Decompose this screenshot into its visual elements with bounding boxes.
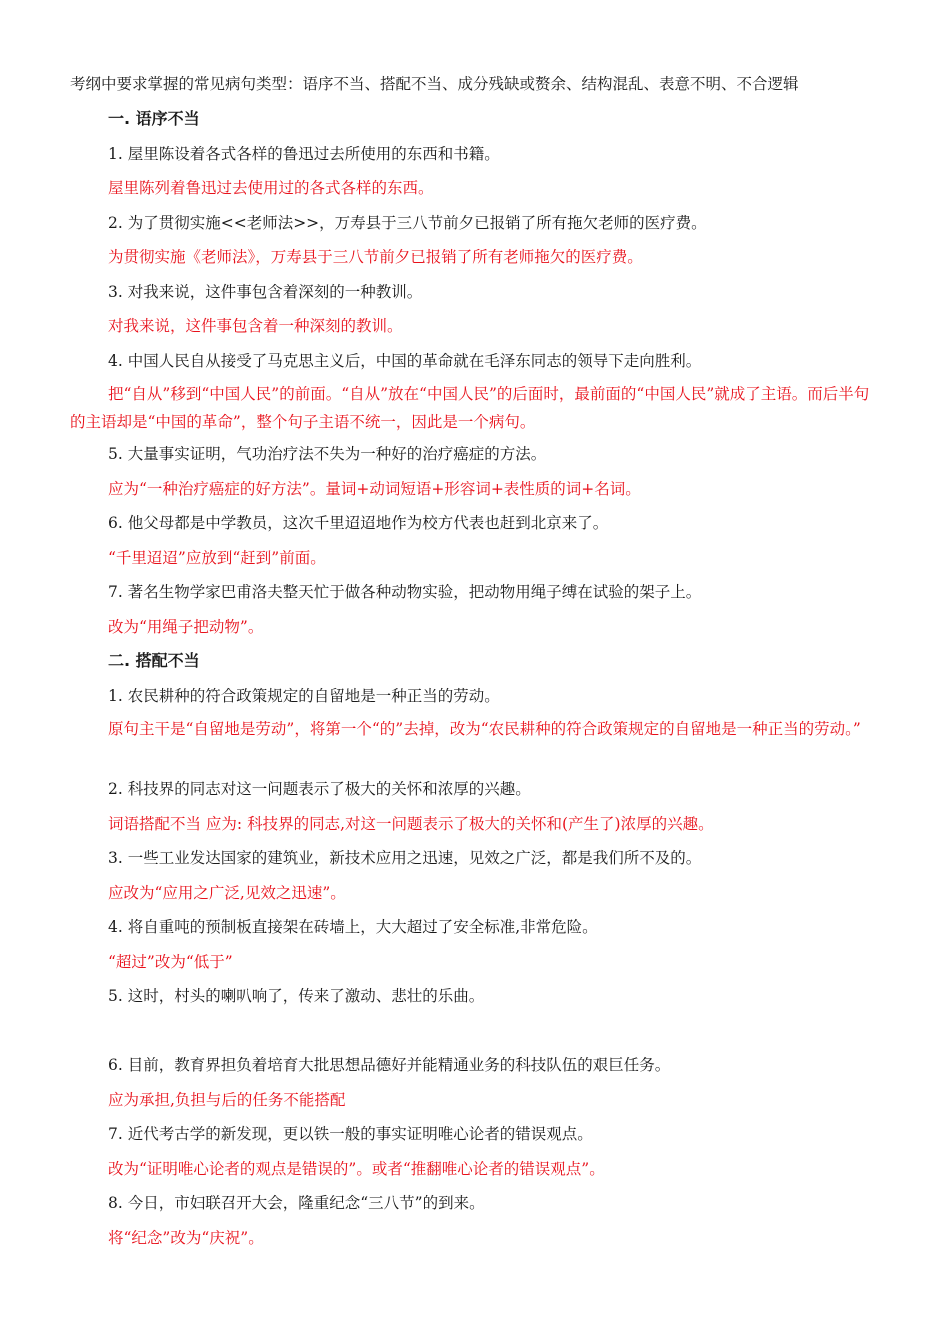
question-text: 5. 这时，村头的喇叭响了，传来了激动、悲壮的乐曲。 [108,987,485,1005]
question-text: 8. 今日，市妇联召开大会，隆重纪念“三八节”的到来。 [108,1194,485,1212]
question-text: 5. 大量事实证明，气功治疗法不失为一种好的治疗癌症的方法。 [108,445,547,463]
answer-text: “千里迢迢”应放到“赶到”前面。 [108,549,326,567]
answer-text: 应为“一种治疗癌症的好方法”。量词+动词短语+形容词+表性质的词+名词。 [108,480,641,498]
answer-text: 把“自从”移到“中国人民”的前面。“自从”放在“中国人民”的后面时，最前面的“中国人民”就成了主语。而后半句的主语却是“中国的革命”，整个句子主语不统一，因此是一个病句。 [70,385,870,431]
question-text: 3. 一些工业发达国家的建筑业，新技术应用之迅速，见效之广泛，都是我们所不及的。 [108,849,702,867]
question-text: 2. 科技界的同志对这一问题表示了极大的关怀和浓厚的兴趣。 [108,780,531,798]
answer-text: 应为承担,负担与后的任务不能搭配 [108,1091,346,1109]
answer-text: 原句主干是“自留地是劳动”，将第一个“的”去掉，改为“农民耕种的符合政策规定的自留地是一种正当的劳动。” [108,720,861,738]
question-text: 7. 近代考古学的新发现，更以铁一般的事实证明唯心论者的错误观点。 [108,1125,593,1143]
intro-text: 考纲中要求掌握的常见病句类型：语序不当、搭配不当、成分残缺或赘余、结构混乱、表意不明、不合逻辑 [70,75,799,93]
question-text: 4. 将自重吨的预制板直接架在砖墙上，大大超过了安全标准,非常危险。 [108,918,598,936]
answer-text: 为贯彻实施《老师法》，万寿县于三八节前夕已报销了所有老师拖欠的医疗费。 [108,248,643,266]
section-heading-collocation: 二. 搭配不当 [108,651,200,670]
question-text: 6. 目前，教育界担负着培育大批思想品德好并能精通业务的科技队伍的艰巨任务。 [108,1056,671,1074]
answer-text: 将“纪念”改为“庆祝”。 [108,1229,264,1247]
answer-text: 对我来说，这件事包含着一种深刻的教训。 [108,317,403,335]
question-text: 2. 为了贯彻实施<<老师法>>，万寿县于三八节前夕已报销了所有拖欠老师的医疗费。 [108,214,707,232]
answer-text: “超过”改为“低于” [108,953,233,971]
answer-text: 改为“用绳子把动物”。 [108,618,264,636]
question-text: 1. 屋里陈设着各式各样的鲁迅过去所使用的东西和书籍。 [108,145,500,163]
section-heading-word-order: 一. 语序不当 [108,109,200,128]
answer-text: 改为“证明唯心论者的观点是错误的”。或者“推翻唯心论者的错误观点”。 [108,1160,605,1178]
question-text: 4. 中国人民自从接受了马克思主义后，中国的革命就在毛泽东同志的领导下走向胜利。 [108,352,702,370]
question-text: 3. 对我来说，这件事包含着深刻的一种教训。 [108,283,423,301]
answer-text: 词语搭配不当 应为: 科技界的同志,对这一问题表示了极大的关怀和(产生了)浓厚的兴趣。 [108,815,714,833]
answer-text: 应改为“应用之广泛,见效之迅速”。 [108,884,346,902]
question-text: 6. 他父母都是中学教员，这次千里迢迢地作为校方代表也赶到北京来了。 [108,514,609,532]
answer-text: 屋里陈列着鲁迅过去使用过的各式各样的东西。 [108,179,434,197]
question-text: 7. 著名生物学家巴甫洛夫整天忙于做各种动物实验，把动物用绳子缚在试验的架子上。 [108,583,702,601]
question-text: 1. 农民耕种的符合政策规定的自留地是一种正当的劳动。 [108,687,500,705]
